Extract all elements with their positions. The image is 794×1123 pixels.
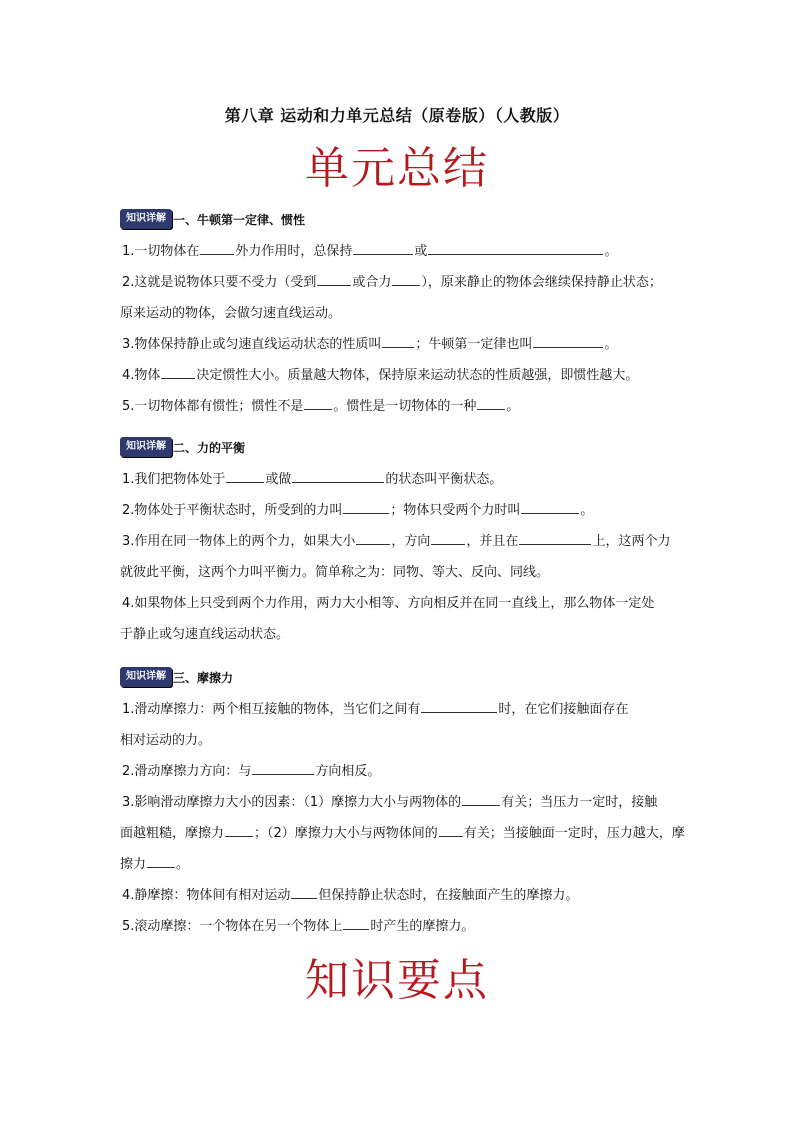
list-item: 3.影响滑动摩擦力大小的因素：（1）摩擦力大小与两物体的 有关；当压力一定时，接触 面越粗糙，摩擦力 ；（2）摩擦力大小与两物体间的 有关；当接触面一定时，压力越大，摩 擦力 。 bbox=[120, 787, 700, 880]
list-item: 5.滚动摩擦：一个物体在另一个物体上 时产生的摩擦力。 bbox=[120, 911, 700, 942]
banner-unit-summary: 单元总结 bbox=[305, 143, 489, 194]
list-item: 2.这就是说物体只要不受力（受到 或合力 ），原来静止的物体会继续保持静止状态； 原来运动的物体，会做匀速直线运动。 bbox=[120, 267, 700, 329]
section-heading: 三、摩擦力 bbox=[173, 670, 234, 685]
section-newton-first-law bbox=[120, 208, 700, 422]
list-item: 4.物体 决定惯性大小。质量越大物体，保持原来运动状态的性质越强，即惯性越大。 bbox=[120, 360, 700, 391]
section-heading: 一、牛顿第一定律、惯性 bbox=[173, 212, 306, 227]
section-header bbox=[120, 436, 700, 458]
knowledge-badge: 知识详解 bbox=[120, 209, 172, 229]
list-item: 1.滑动摩擦力：两个相互接触的物体，当它们之间有 时，在它们接触面存在 相对运动的力。 bbox=[120, 694, 700, 756]
section-header bbox=[120, 208, 700, 230]
list-item: 3.作用在同一物体上的两个力，如果大小 ，方向 ，并且在 上，这两个力 就彼此平衡，这两个力叫平衡力。简单称之为：同物、等大、反向、同线。 bbox=[120, 526, 700, 588]
list-item: 5.一切物体都有惯性；惯性不是 。惯性是一切物体的一种 。 bbox=[120, 391, 700, 422]
section-friction bbox=[120, 666, 700, 942]
section-force-balance bbox=[120, 436, 700, 650]
knowledge-badge: 知识详解 bbox=[120, 667, 172, 687]
list-item: 4.静摩擦：物体间有相对运动 但保持静止状态时，在接触面产生的摩擦力。 bbox=[120, 880, 700, 911]
list-item: 1.我们把物体处于 或做 的状态叫平衡状态。 bbox=[120, 464, 700, 495]
section-header bbox=[120, 666, 700, 688]
list-item: 4.如果物体上只受到两个力作用，两力大小相等、方向相反并在同一直线上，那么物体一定处 于静止或匀速直线运动状态。 bbox=[120, 596, 655, 642]
knowledge-badge: 知识详解 bbox=[120, 437, 172, 457]
banner-key-points: 知识要点 bbox=[305, 955, 489, 1006]
list-item: 2.物体处于平衡状态时，所受到的力叫 ；物体只受两个力时叫 。 bbox=[120, 495, 700, 526]
list-item: 2.滑动摩擦力方向：与 方向相反。 bbox=[120, 756, 700, 787]
list-item: 1.一切物体在 外力作用时，总保持 或 。 bbox=[120, 236, 700, 267]
page-title: 第八章 运动和力单元总结（原卷版）（人教版） bbox=[224, 106, 570, 125]
list-item: 3.物体保持静止或匀速直线运动状态的性质叫 ；牛顿第一定律也叫 。 bbox=[120, 329, 700, 360]
section-heading: 二、力的平衡 bbox=[173, 440, 246, 455]
